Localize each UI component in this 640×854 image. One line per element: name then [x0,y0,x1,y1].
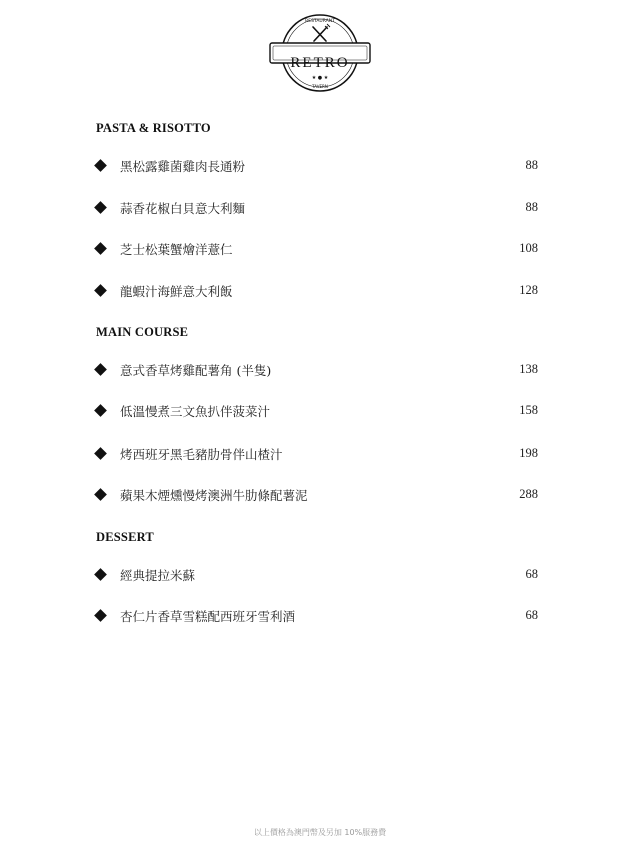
menu-item-price: 138 [519,362,538,376]
restaurant-logo [268,13,372,93]
diamond-bullet-icon [94,488,107,501]
menu-item [96,199,538,219]
menu-item-price: 108 [519,241,538,255]
menu-item [96,607,538,627]
diamond-bullet-icon [94,363,107,376]
menu-item-name: 龍蝦汁海鮮意大利飯 [120,284,233,299]
menu-item-price: 128 [519,283,538,297]
diamond-bullet-icon [94,609,107,622]
menu-item-price: 198 [519,446,538,460]
menu-item-name: 杏仁片香草雪糕配西班牙雪利酒 [120,609,296,624]
diamond-bullet-icon [94,568,107,581]
menu-item-name: 意式香草烤雞配薯角 (半隻) [120,363,272,378]
menu-item-name: 芝士松葉蟹燴洋薏仁 [120,242,233,257]
menu-item-price: 88 [525,158,538,172]
diamond-bullet-icon [94,284,107,297]
section-title-dessert: DESSERT [96,530,154,544]
menu-item [96,240,538,260]
section-title-pasta-risotto: PASTA & RISOTTO [96,121,211,135]
diamond-bullet-icon [94,404,107,417]
menu-item [96,402,538,422]
menu-item-price: 88 [525,200,538,214]
logo-emblem [268,13,372,93]
menu-item [96,486,538,506]
diamond-bullet-icon [94,201,107,214]
logo-top-arc: RESTAURANT [305,19,335,24]
menu-item [96,361,538,381]
menu-item [96,282,538,302]
menu-item [96,445,538,465]
logo-word: RETRO [290,55,350,71]
menu-item-price: 158 [519,403,538,417]
menu-item-price: 68 [525,567,538,581]
menu-item-name: 低溫慢煮三文魚扒伴菠菜汁 [120,404,271,419]
diamond-bullet-icon [94,447,107,460]
diamond-bullet-icon [94,242,107,255]
menu-item-name: 經典提拉米蘇 [120,568,196,583]
menu-item-name: 黑松露雞菌雞肉長通粉 [120,159,246,174]
section-title-main-course: MAIN COURSE [96,325,189,339]
footer-note: 以上價格為澳門幣及另加 10%服務費 [253,828,387,837]
menu-item-name: 蒜香花椒白貝意大利麵 [120,201,246,216]
menu-item [96,157,538,177]
menu-item-name: 烤西班牙黑毛豬肋骨伴山楂汁 [120,447,283,462]
logo-bottom-arc: TAVERN [312,84,328,89]
menu-item-price: 68 [525,608,538,622]
svg-text:★ ● ★: ★ ● ★ [311,75,329,81]
menu-item-name: 蘋果木煙燻慢烤澳洲牛肋條配薯泥 [120,488,308,503]
menu-item-price: 288 [519,487,538,501]
menu-item [96,566,538,586]
diamond-bullet-icon [94,159,107,172]
